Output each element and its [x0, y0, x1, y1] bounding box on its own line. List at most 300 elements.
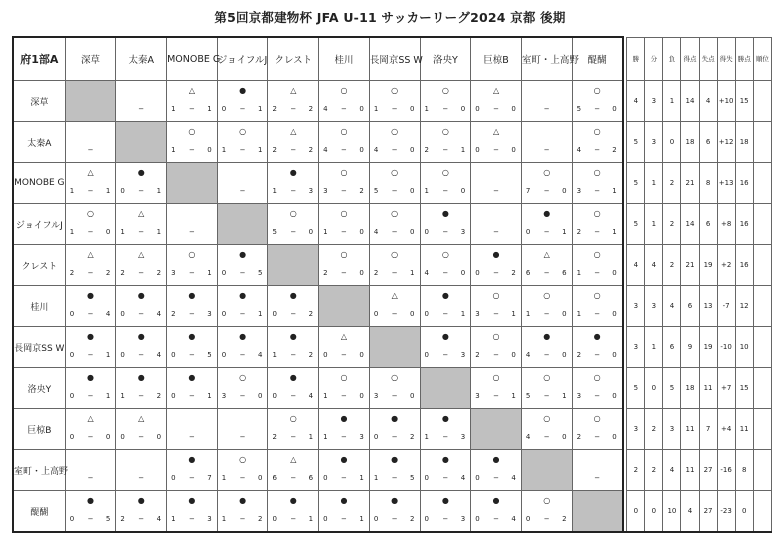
result-mark: ○: [391, 209, 399, 218]
goals-against: 0: [410, 146, 415, 154]
result-mark: △: [391, 291, 398, 300]
result-mark: ○: [543, 496, 551, 505]
goals-against: 2: [156, 269, 162, 277]
match-result: [66, 327, 116, 367]
goals-against: 0: [410, 392, 415, 400]
goals-against: 1: [460, 310, 466, 318]
goals-against: 0: [359, 105, 364, 113]
match-result-cell: [420, 286, 471, 327]
result-mark: ○: [593, 86, 601, 95]
match-result-cell: [65, 327, 116, 368]
goals-for: 3: [576, 392, 582, 400]
stat-cell: 0: [663, 122, 681, 163]
result-mark: △: [138, 209, 145, 218]
stat-cell: 3: [645, 122, 663, 163]
match-result-cell: [217, 286, 268, 327]
score-dash: −: [391, 187, 398, 195]
match-result-cell: [268, 327, 319, 368]
score-dash: −: [341, 187, 347, 195]
result-mark: ○: [593, 291, 601, 300]
result-mark: ●: [239, 496, 247, 505]
stat-cell: [753, 368, 771, 409]
goals-for: 2: [272, 433, 277, 441]
stat-cell: 2: [663, 163, 681, 204]
result-mark: ●: [188, 496, 196, 505]
score-dash: −: [239, 269, 246, 277]
result-mark: ○: [492, 332, 500, 341]
score-dash: −: [188, 515, 195, 523]
match-result-cell: [420, 450, 471, 491]
result-mark: ○: [593, 168, 601, 177]
score-dash: −: [188, 351, 195, 359]
goals-for: 0: [221, 351, 227, 359]
team-row: [13, 163, 772, 204]
match-result-cell: [521, 122, 572, 163]
score-dash: −: [239, 474, 246, 482]
goals-for: 0: [69, 351, 75, 359]
team-row: [13, 81, 772, 122]
goals-against: 6: [308, 474, 314, 482]
result-mark: ●: [391, 414, 399, 423]
match-result: [218, 286, 268, 326]
self-match-cell: [572, 491, 623, 533]
goals-against: 0: [612, 392, 617, 400]
match-result-cell: [319, 81, 370, 122]
stat-cell: 13: [699, 286, 717, 327]
score-dash: −: [442, 105, 449, 113]
match-result: [522, 368, 572, 408]
match-result: [319, 163, 369, 203]
goals-for: 4: [373, 146, 379, 154]
score-dash: −: [138, 187, 145, 195]
result-mark: △: [87, 250, 94, 259]
match-result-cell: [116, 204, 167, 245]
result-mark: ●: [137, 332, 145, 341]
result-mark: ●: [137, 496, 145, 505]
result-mark: ○: [441, 250, 449, 259]
stat-cell: 3: [627, 286, 645, 327]
goals-against: 4: [308, 392, 314, 400]
match-result-cell: [217, 163, 268, 204]
score-dash: −: [341, 392, 347, 400]
goals-for: 1: [373, 474, 379, 482]
goals-against: 1: [156, 228, 162, 236]
score-dash: −: [239, 146, 246, 154]
match-result-cell: [167, 409, 218, 450]
score-dash: −: [87, 474, 94, 482]
score-dash: −: [442, 228, 449, 236]
result-mark: ●: [239, 332, 247, 341]
match-result-cell: [65, 409, 116, 450]
goals-for: 0: [171, 474, 176, 482]
goals-against: 0: [410, 187, 415, 195]
goals-for: 3: [475, 392, 480, 400]
stat-cell: 1: [645, 327, 663, 368]
stat-cell: 3: [627, 327, 645, 368]
goals-for: 5: [525, 392, 531, 400]
match-result: [471, 204, 521, 244]
goals-for: 2: [69, 269, 75, 277]
stat-header: 得点: [681, 37, 699, 81]
match-result-cell: [268, 81, 319, 122]
match-result-cell: [471, 122, 522, 163]
stat-cell: [753, 450, 771, 491]
match-result: [471, 245, 521, 285]
goals-against: 1: [359, 474, 364, 482]
match-result-cell: [521, 368, 572, 409]
stat-cell: 9: [681, 327, 699, 368]
stat-cell: 16: [735, 204, 753, 245]
self-match-cell: [268, 245, 319, 286]
team-row: [13, 450, 772, 491]
result-mark: ●: [391, 455, 399, 464]
match-result-cell: [319, 491, 370, 533]
match-result: [116, 204, 166, 244]
goals-for: 3: [323, 187, 328, 195]
match-result: [471, 286, 521, 326]
goals-for: 2: [171, 310, 176, 318]
match-result: [66, 450, 116, 490]
self-match-cell: [319, 286, 370, 327]
stat-header: 勝: [627, 37, 645, 81]
stat-cell: 21: [681, 245, 699, 286]
match-result: [370, 368, 420, 408]
goals-for: 3: [475, 310, 480, 318]
match-result: [319, 122, 369, 162]
match-result: [319, 327, 369, 367]
goals-against: 4: [156, 310, 162, 318]
goals-for: 0: [373, 515, 379, 523]
match-result: [268, 81, 318, 121]
match-result-cell: [572, 327, 623, 368]
row-team-name: クレスト: [13, 245, 65, 286]
score-dash: −: [341, 146, 347, 154]
column-team-header: 洛央Y: [420, 37, 471, 81]
goals-against: 4: [511, 474, 516, 482]
goals-against: 1: [511, 392, 516, 400]
column-team-header: クレスト: [268, 37, 319, 81]
goals-against: 0: [612, 433, 617, 441]
goals-against: 2: [410, 433, 415, 441]
column-team-header: 桂川: [319, 37, 370, 81]
score-dash: −: [341, 105, 347, 113]
goals-for: 1: [120, 392, 125, 400]
match-result: [471, 81, 521, 121]
score-dash: −: [442, 515, 449, 523]
match-result-cell: [116, 409, 167, 450]
match-result-cell: [268, 409, 319, 450]
stat-cell: -7: [717, 286, 735, 327]
stat-cell: 11: [735, 409, 753, 450]
match-result: [421, 122, 471, 162]
score-dash: −: [341, 433, 347, 441]
goals-for: 0: [323, 474, 328, 482]
result-mark: ○: [340, 209, 348, 218]
match-result: [167, 286, 217, 326]
match-result-cell: [420, 122, 471, 163]
result-mark: ●: [289, 168, 297, 177]
stat-cell: 2: [627, 450, 645, 491]
score-dash: −: [87, 187, 94, 195]
stat-cell: 10: [663, 491, 681, 533]
column-team-header: 太秦A: [116, 37, 167, 81]
stat-cell: 4: [627, 81, 645, 122]
goals-against: 5: [257, 269, 263, 277]
match-result: [573, 245, 622, 285]
match-result-cell: [369, 245, 420, 286]
score-dash: −: [543, 269, 550, 277]
match-result: [522, 327, 572, 367]
score-dash: −: [138, 105, 145, 113]
goals-against: 0: [359, 146, 364, 154]
goals-for: 1: [323, 392, 328, 400]
match-result: [167, 327, 217, 367]
goals-for: 0: [171, 392, 176, 400]
result-mark: ○: [188, 127, 196, 136]
result-mark: ○: [593, 250, 601, 259]
stat-cell: -16: [717, 450, 735, 491]
result-mark: ●: [441, 209, 449, 218]
goals-against: 0: [612, 351, 617, 359]
stat-cell: 14: [681, 81, 699, 122]
stat-cell: 18: [681, 368, 699, 409]
match-result-cell: [116, 368, 167, 409]
result-mark: ●: [87, 332, 95, 341]
match-result-cell: [471, 204, 522, 245]
stat-cell: 2: [645, 450, 663, 491]
match-result: [421, 204, 471, 244]
goals-for: 1: [171, 515, 176, 523]
goals-for: 0: [272, 392, 277, 400]
goals-against: 2: [156, 392, 162, 400]
score-dash: −: [442, 351, 449, 359]
goals-for: 1: [221, 474, 227, 482]
stat-cell: 12: [735, 286, 753, 327]
stat-cell: +12: [717, 122, 735, 163]
score-dash: −: [290, 351, 297, 359]
goals-against: 3: [460, 515, 466, 523]
score-dash: −: [239, 105, 246, 113]
result-mark: ●: [391, 496, 399, 505]
goals-against: 1: [562, 228, 567, 236]
goals-for: 1: [424, 105, 429, 113]
score-dash: −: [87, 392, 94, 400]
match-result: [522, 245, 572, 285]
goals-for: 1: [171, 105, 176, 113]
result-mark: ●: [492, 250, 500, 259]
match-result-cell: [65, 122, 116, 163]
score-dash: −: [290, 105, 297, 113]
match-result: [421, 409, 471, 449]
goals-for: 5: [272, 228, 277, 236]
score-dash: −: [543, 433, 550, 441]
result-mark: ○: [340, 86, 348, 95]
result-mark: △: [543, 250, 550, 259]
goals-for: 1: [323, 228, 328, 236]
match-result: [167, 491, 217, 531]
score-dash: −: [290, 515, 297, 523]
result-mark: ●: [340, 496, 348, 505]
goals-against: 1: [359, 515, 364, 523]
score-dash: −: [391, 474, 398, 482]
column-team-header: 巨椋B: [471, 37, 522, 81]
column-team-header: MONOBE G: [167, 37, 218, 81]
score-dash: −: [493, 146, 499, 154]
match-result-cell: [572, 204, 623, 245]
match-result-cell: [116, 450, 167, 491]
score-dash: −: [543, 515, 550, 523]
match-result-cell: [167, 245, 218, 286]
match-result-cell: [521, 204, 572, 245]
stat-header: 勝点: [735, 37, 753, 81]
match-result-cell: [319, 122, 370, 163]
match-result-cell: [268, 163, 319, 204]
stat-cell: 6: [699, 122, 717, 163]
match-result-cell: [369, 368, 420, 409]
result-mark: ●: [441, 414, 449, 423]
stat-cell: 5: [627, 163, 645, 204]
score-dash: −: [391, 146, 398, 154]
score-dash: −: [188, 310, 195, 318]
stat-cell: 10: [735, 327, 753, 368]
row-team-name: 醍醐: [13, 491, 65, 533]
score-dash: −: [87, 310, 94, 318]
row-team-name: 桂川: [13, 286, 65, 327]
match-result-cell: [420, 81, 471, 122]
team-row: [13, 491, 772, 533]
match-result: [421, 450, 471, 490]
score-dash: −: [138, 515, 145, 523]
goals-for: 0: [525, 228, 531, 236]
match-result-cell: [572, 409, 623, 450]
score-dash: −: [493, 105, 499, 113]
goals-against: 0: [612, 269, 617, 277]
score-dash: −: [594, 187, 601, 195]
stat-cell: -23: [717, 491, 735, 533]
match-result: [268, 409, 318, 449]
goals-against: 3: [460, 351, 466, 359]
goals-for: 6: [272, 474, 277, 482]
match-result: [370, 245, 420, 285]
goals-for: 0: [424, 474, 429, 482]
result-mark: ●: [137, 168, 145, 177]
match-result-cell: [521, 245, 572, 286]
result-mark: ○: [593, 209, 601, 218]
match-result: [471, 327, 521, 367]
match-result-cell: [572, 81, 623, 122]
goals-for: 2: [272, 105, 277, 113]
goals-against: 3: [460, 433, 466, 441]
match-result: [319, 491, 369, 531]
match-result-cell: [217, 327, 268, 368]
goals-for: 0: [120, 433, 125, 441]
result-mark: ●: [239, 86, 247, 95]
match-result-cell: [116, 286, 167, 327]
stat-cell: 3: [645, 81, 663, 122]
goals-against: 4: [105, 310, 111, 318]
score-dash: −: [188, 105, 195, 113]
score-dash: −: [594, 310, 601, 318]
match-result: [421, 81, 471, 121]
match-result-cell: [167, 286, 218, 327]
goals-against: 0: [612, 105, 617, 113]
match-result-cell: [471, 286, 522, 327]
goals-against: 0: [410, 105, 415, 113]
match-result-cell: [471, 245, 522, 286]
stat-cell: +7: [717, 368, 735, 409]
result-mark: ○: [188, 250, 196, 259]
goals-against: 0: [359, 351, 364, 359]
match-result-cell: [572, 163, 623, 204]
goals-for: 4: [525, 433, 531, 441]
goals-against: 1: [308, 433, 314, 441]
goals-against: 0: [410, 310, 415, 318]
goals-against: 0: [207, 146, 212, 154]
match-result-cell: [572, 368, 623, 409]
score-dash: −: [341, 228, 347, 236]
goals-against: 0: [562, 187, 567, 195]
row-team-name: MONOBE G: [13, 163, 65, 204]
stat-cell: 18: [735, 122, 753, 163]
result-mark: ●: [441, 496, 449, 505]
match-result: [268, 368, 318, 408]
match-result-cell: [572, 286, 623, 327]
match-result: [268, 163, 318, 203]
match-result-cell: [471, 163, 522, 204]
score-dash: −: [442, 474, 449, 482]
match-result: [319, 245, 369, 285]
goals-against: 1: [207, 269, 212, 277]
result-mark: ●: [289, 496, 297, 505]
score-dash: −: [188, 474, 195, 482]
header-row: [13, 37, 772, 81]
match-result-cell: [217, 81, 268, 122]
score-dash: −: [87, 351, 94, 359]
match-result: [421, 286, 471, 326]
match-result: [116, 245, 166, 285]
match-result-cell: [319, 368, 370, 409]
match-result-cell: [369, 122, 420, 163]
row-team-name: 長岡京SS W: [13, 327, 65, 368]
goals-against: 0: [511, 105, 516, 113]
match-result-cell: [369, 409, 420, 450]
match-result: [471, 163, 521, 203]
goals-for: 0: [475, 474, 480, 482]
result-mark: ○: [391, 86, 399, 95]
match-result: [573, 368, 622, 408]
stat-cell: 16: [735, 163, 753, 204]
score-dash: −: [543, 392, 550, 400]
score-dash: −: [391, 433, 398, 441]
match-result-cell: [319, 450, 370, 491]
result-mark: ●: [441, 455, 449, 464]
result-mark: ○: [492, 291, 500, 300]
stat-cell: 2: [663, 245, 681, 286]
match-result-cell: [116, 81, 167, 122]
stat-cell: [753, 491, 771, 533]
score-dash: −: [442, 269, 449, 277]
goals-for: 0: [424, 228, 429, 236]
match-result-cell: [217, 491, 268, 533]
score-dash: −: [290, 433, 297, 441]
self-match-cell: [369, 327, 420, 368]
match-result: [573, 327, 622, 367]
goals-against: 2: [612, 146, 617, 154]
match-result-cell: [572, 245, 623, 286]
goals-for: 2: [424, 146, 429, 154]
match-result: [116, 163, 166, 203]
goals-against: 0: [511, 146, 516, 154]
